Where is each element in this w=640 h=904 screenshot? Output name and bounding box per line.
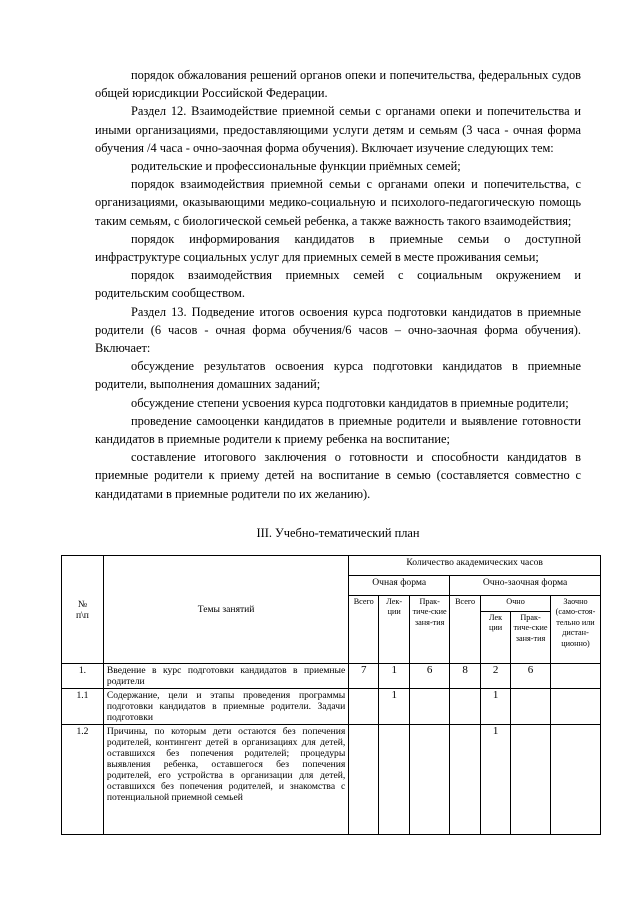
total-header: Всего — [450, 596, 481, 664]
total-header: Всего — [349, 596, 379, 664]
practical-sub-header: Прак-тиче-ские заня-тия — [511, 612, 551, 664]
paragraph: порядок обжалования решений органов опеки и попечительства, федеральных судов общей юрисдикции Российской Федерации. — [95, 68, 581, 101]
paragraph: Раздел 12. Взаимодействие приемной семьи с органами опеки и попечительства и иными организациями, предоставляющими услуги детям и семьям (3 часа - очная форма обучения /4 часа - очно-заочная форма обучения). Включает изучение следующих тем: — [95, 104, 581, 155]
cell: 8 — [450, 664, 481, 689]
cell — [379, 725, 410, 835]
cell — [550, 664, 600, 689]
lectures-sub-header: Лек ции — [481, 612, 511, 664]
row-topic: Введение в курс подготовки кандидатов в приемные родители — [103, 664, 348, 689]
paragraph: порядок информирования кандидатов в приемные семьи о доступной инфраструктуре социальных услуг для приемных семей в месте проживания семьи; — [95, 231, 581, 265]
inperson-header: Очно — [481, 596, 551, 612]
cell: 6 — [511, 664, 551, 689]
cell — [550, 689, 600, 725]
paragraph: составление итогового заключения о готовности и способности кандидатов в приемные родители к приему детей на воспитание в семью (составляется совместно с кандидатами в приемные родители по их желанию). — [95, 450, 581, 501]
paragraph: порядок взаимодействия приемных семей с социальным окружением и родительским сообществом. — [95, 268, 581, 301]
paragraph: порядок взаимодействия приемной семьи с органами опеки и попечительства, с организациями, оказывающими медико-социальную и психолого-педагогическую помощь таким семьям, с биологической семьей ребенка, а также важность такого взаимодействия; — [95, 177, 581, 228]
paragraph: обсуждение степени усвоения курса подготовки кандидатов в приемные родители; — [131, 395, 569, 410]
cell — [511, 725, 551, 835]
body-text — [95, 66, 581, 503]
row-topic: Причины, по которым дети остаются без попечения родителей, контингент детей в организациях для детей, оставшихся без попечения родителей; процедуры выявления ребенка, оставшегося без попечения родителей, его устройства в организации для детей, оставшихся без попечения родителей, и знакомства с потенциальной приемной семьей — [103, 725, 348, 835]
cell: 1 — [379, 689, 410, 725]
practical-header: Прак-тиче-ские заня-тия — [410, 596, 450, 664]
cell: 6 — [410, 664, 450, 689]
cell — [410, 725, 450, 835]
remote-header: Заочно (само-стоя-тельно или дистан-ционно) — [550, 596, 600, 664]
paragraph: проведение самооценки кандидатов в приемные родители и выявление готовности кандидатов в приемные родители к приему ребенка на воспитание; — [95, 413, 581, 447]
cell: 7 — [349, 664, 379, 689]
lectures-header: Лек-ции — [379, 596, 410, 664]
row-number: 1. — [62, 664, 104, 689]
cell — [349, 725, 379, 835]
cell — [410, 689, 450, 725]
topics-header: Темы занятий — [103, 556, 348, 664]
cell: 1 — [481, 725, 511, 835]
paragraph: обсуждение результатов освоения курса подготовки кандидатов в приемные родители, выполнения домашних заданий; — [95, 359, 581, 392]
cell — [450, 689, 481, 725]
cell: 1 — [481, 689, 511, 725]
cell: 2 — [481, 664, 511, 689]
hours-header: Количество академических часов — [349, 556, 601, 576]
cell — [511, 689, 551, 725]
row-topic: Содержание, цели и этапы проведения программы подготовки кандидатов в приемные родители. Задачи подготовки — [103, 689, 348, 725]
paragraph: Раздел 13. Подведение итогов освоения курса подготовки кандидатов в приемные родители (6 часов - очная форма обучения/6 часов – очно-заочная форма обучения). Включает: — [95, 304, 581, 356]
cell — [450, 725, 481, 835]
cell — [349, 689, 379, 725]
section-heading: III. Учебно-тематический план — [256, 526, 420, 540]
cell — [550, 725, 600, 835]
parttime-header: Очно-заочная форма — [450, 576, 601, 596]
curriculum-table — [61, 555, 601, 835]
cell: 1 — [379, 664, 410, 689]
paragraph: родительские и профессиональные функции приёмных семей; — [131, 159, 461, 174]
number-header: № п\п — [62, 556, 104, 664]
fulltime-header: Очная форма — [349, 576, 450, 596]
row-number: 1.1 — [62, 689, 104, 725]
row-number: 1.2 — [62, 725, 104, 835]
